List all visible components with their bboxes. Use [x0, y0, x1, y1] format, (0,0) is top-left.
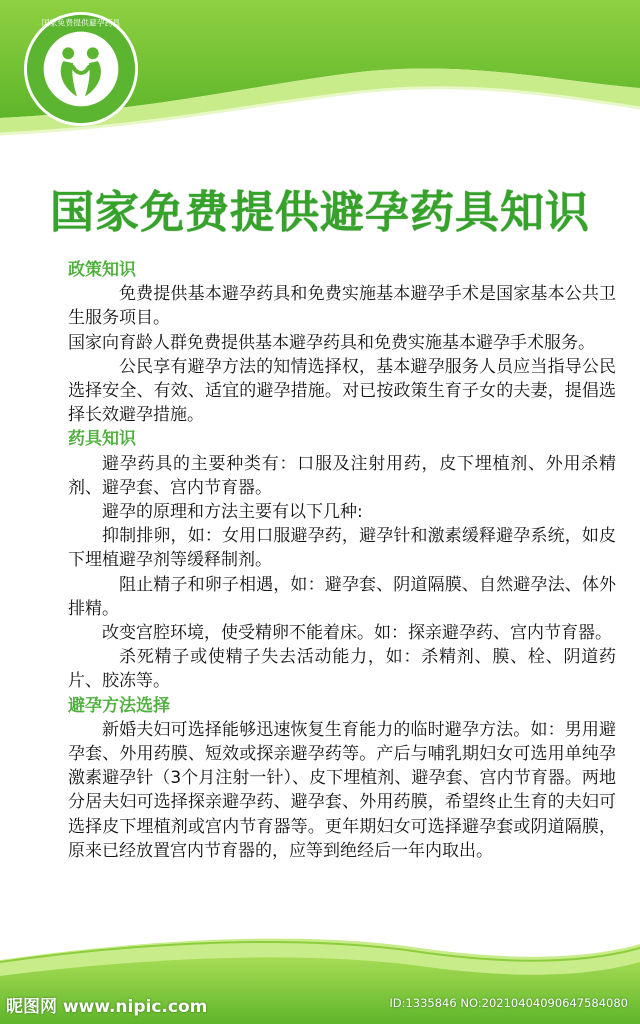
drugs-paragraph-4: 阻止精子和卵子相遇，如：避孕套、阴道隔膜、自然避孕法、体外排精。 [68, 574, 616, 619]
methods-paragraph-1: 新婚夫妇可选择能够迅速恢复生育能力的临时避孕方法。如：男用避孕套、外用药膜、短效或探亲避孕药等。产后与哺乳期妇女可选用单纯孕激素避孕针（3个月注射一针）、皮下埋植剂、避孕套、宫内节育器。两地分居夫妇可选择探亲避孕药、避孕套、外用药膜，希望终止生育的夫妇可选择皮下埋植剂或宫内节育器等。更年期妇女可选择避孕套或阴道隔膜，原来已经放置宫内节育器的，应等到绝经后一年内取出。 [68, 719, 616, 861]
policy-paragraph-1: 免费提供基本避孕药具和免费实施基本避孕手术是国家基本公共卫生服务项目。 [68, 284, 616, 329]
logo-seal [22, 10, 140, 128]
section-heading-drugs: 药具知识 [68, 429, 136, 450]
drugs-paragraph-6: 杀死精子或使精子失去活动能力，如：杀精剂、膜、栓、阴道药片、胶冻等。 [68, 647, 616, 692]
watermark-id: ID:1335846 NO:20210404090647584080 [389, 996, 628, 1010]
policy-paragraph-2: 国家向育龄人群免费提供基本避孕药具和免费实施基本避孕手术服务。 [68, 332, 595, 353]
page-title: 国家免费提供避孕药具知识 [50, 187, 590, 238]
policy-paragraph-3: 公民享有避孕方法的知情选择权，基本避孕服务人员应当指导公民选择安全、有效、适宜的避孕措施。对已按政策生育子女的夫妻，提倡选择长效避孕措施。 [68, 356, 616, 426]
section-heading-policy: 政策知识 [68, 260, 136, 280]
logo-ring-text: 国家免费提供避孕药具 [41, 18, 121, 28]
main-content [68, 258, 616, 863]
drugs-paragraph-5: 改变宫腔环境，使受精卵不能着床。如：探亲避孕药、宫内节育器。 [102, 623, 612, 644]
section-heading-methods: 避孕方法选择 [68, 695, 170, 716]
drugs-paragraph-1: 避孕药具的主要种类有：口服及注射用药，皮下埋植剂、外用杀精剂、避孕套、宫内节育器。 [68, 453, 616, 498]
watermark-site: 昵图网 www.nipic.com [6, 997, 208, 1017]
drugs-paragraph-2: 避孕的原理和方法主要有以下几种: [102, 502, 363, 523]
drugs-paragraph-3: 抑制排卵，如：女用口服避孕药，避孕针和激素缓释避孕系统，如皮下埋植避孕剂等缓释制剂。 [68, 526, 616, 571]
